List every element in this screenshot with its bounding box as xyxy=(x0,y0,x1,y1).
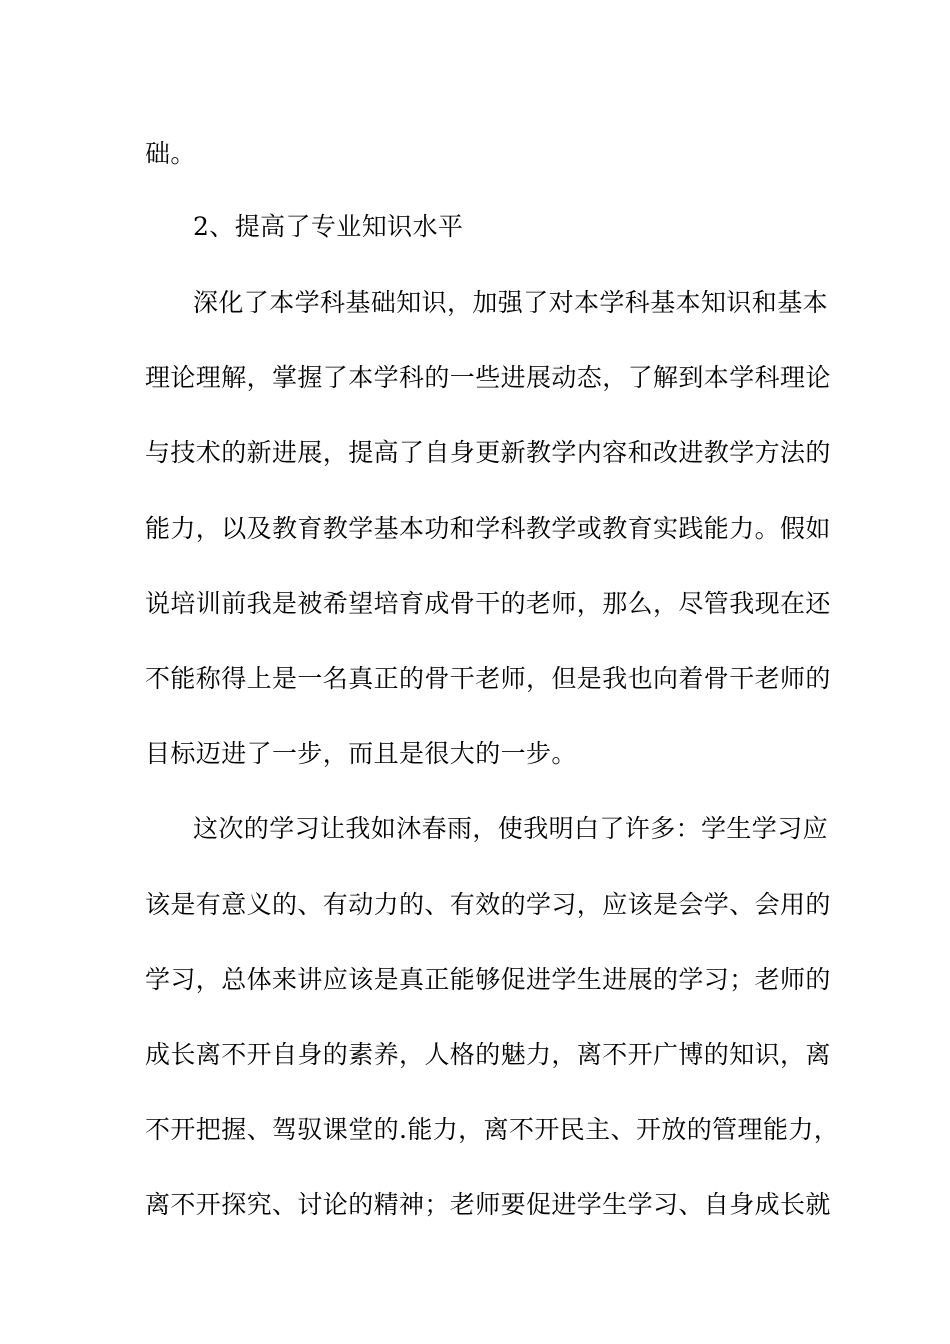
paragraph-line: 与技术的新进展，提高了自身更新教学内容和改进教学方法的 xyxy=(145,438,831,467)
paragraph-line: 离不开探究、讨论的精神；老师要促进学生学习、自身成长就 xyxy=(145,1190,831,1219)
paragraph-line: 学习，总体来讲应该是真正能够促进学生进展的学习；老师的 xyxy=(145,965,831,994)
paragraph-line: 目标迈进了一步，而且是很大的一步。 xyxy=(145,739,577,768)
paragraph-line: 成长离不开自身的素养，人格的魅力，离不开广博的知识，离 xyxy=(145,1040,831,1069)
section-heading: 2、提高了专业知识水平 xyxy=(193,212,464,241)
paragraph-line: 础。 xyxy=(145,139,196,168)
paragraph-line: 理论理解，掌握了本学科的一些进展动态，了解到本学科理论 xyxy=(145,363,831,392)
paragraph-line: 说培训前我是被希望培育成骨干的老师，那么，尽管我现在还 xyxy=(145,589,831,618)
paragraph-line: 这次的学习让我如沐春雨，使我明白了许多：学生学习应 xyxy=(193,814,829,843)
paragraph-line: 能力，以及教育教学基本功和学科教学或教育实践能力。假如 xyxy=(145,514,831,543)
paragraph-line: 该是有意义的、有动力的、有效的学习，应该是会学、会用的 xyxy=(145,890,831,919)
paragraph-line: 深化了本学科基础知识，加强了对本学科基本知识和基本 xyxy=(193,288,829,317)
paragraph-line: 不开把握、驾驭课堂的.能力，离不开民主、开放的管理能力， xyxy=(145,1115,840,1144)
paragraph-line: 不能称得上是一名真正的骨干老师，但是我也向着骨干老师的 xyxy=(145,664,831,693)
